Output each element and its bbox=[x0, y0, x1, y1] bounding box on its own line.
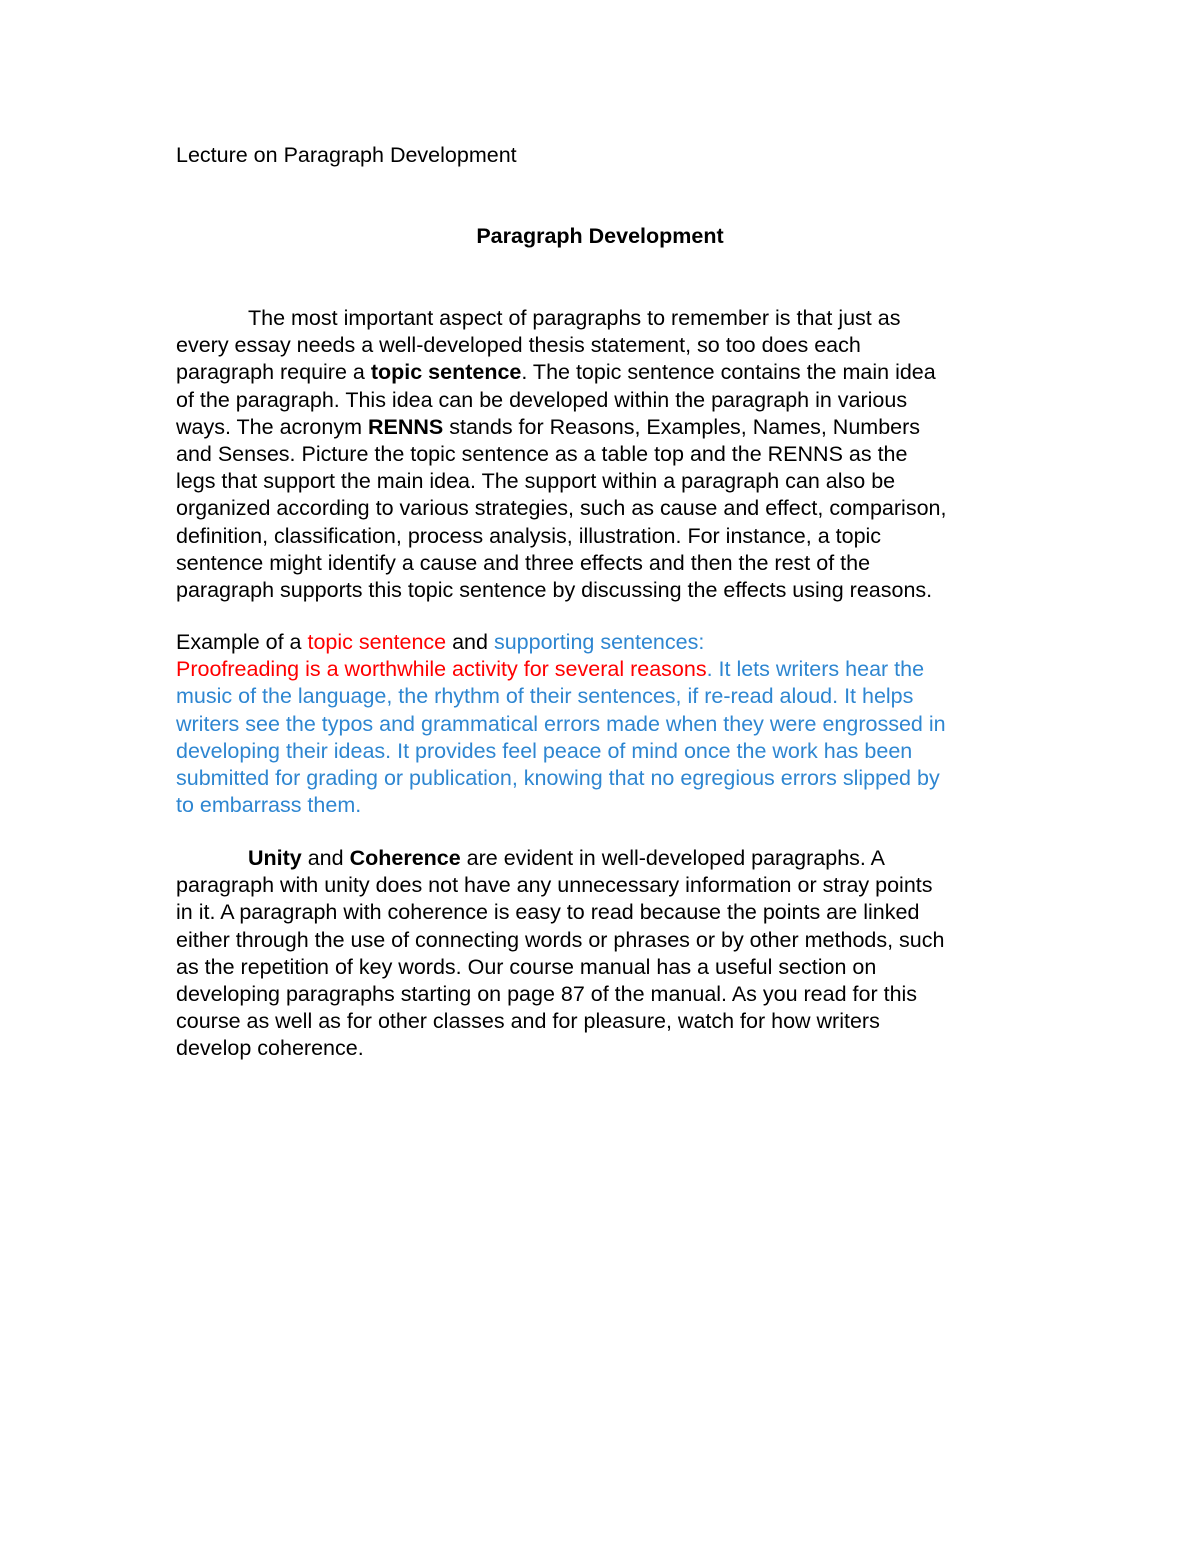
text-line: of the paragraph. This idea can be developed within the paragraph in various bbox=[176, 387, 908, 412]
bold-term-coherence: Coherence bbox=[349, 846, 461, 870]
text-line: develop coherence. bbox=[176, 1036, 364, 1061]
text-line: Unity and Coherence are evident in well-developed paragraphs. A bbox=[248, 846, 886, 870]
text-line: paragraph with unity does not have any unnecessary information or stray points bbox=[176, 873, 933, 898]
text-line: ways. The acronym RENNS stands for Reasons, Examples, Names, Numbers bbox=[176, 414, 921, 439]
example-topic-sentence: Proofreading is a worthwhile activity for several reasons bbox=[176, 657, 707, 682]
text-line: Proofreading is a worthwhile activity for several reasons. It lets writers hear the bbox=[176, 657, 925, 682]
paragraph-intro bbox=[176, 305, 1031, 604]
paragraph-unity-coherence bbox=[176, 845, 1031, 1063]
text-line: paragraph supports this topic sentence by discussing the effects using reasons. bbox=[176, 577, 933, 602]
bold-term-unity: Unity bbox=[248, 846, 302, 870]
document-label: Lecture on Paragraph Development bbox=[176, 143, 517, 167]
supporting-text-line: developing their ideas. It provides feel peace of mind once the work has been bbox=[176, 738, 913, 763]
supporting-text-line: music of the language, the rhythm of their sentences, if re-read aloud. It helps bbox=[176, 684, 914, 709]
text-line: in it. A paragraph with coherence is easy to read because the points are linked bbox=[176, 900, 920, 925]
text-line: paragraph require a topic sentence. The topic sentence contains the main idea bbox=[176, 360, 936, 385]
text-line: and Senses. Picture the topic sentence as a table top and the RENNS as the bbox=[176, 441, 908, 466]
text-line: organized according to various strategies, such as cause and effect, comparison, bbox=[176, 496, 947, 521]
bold-term-renns: RENNS bbox=[367, 414, 444, 439]
text-line: either through the use of connecting words or phrases or by other methods, such bbox=[176, 927, 945, 952]
supporting-text-line: writers see the typos and grammatical errors made when they were engrossed in bbox=[176, 711, 946, 736]
document-title: Paragraph Development bbox=[476, 224, 724, 248]
text-line: developing paragraphs starting on page 87 of the manual. As you read for this bbox=[176, 981, 918, 1006]
supporting-text-line: to embarrass them. bbox=[176, 793, 362, 818]
text-line: every essay needs a well-developed thesis statement, so too does each bbox=[176, 333, 861, 358]
paragraph-example bbox=[176, 629, 1031, 819]
bold-term-topic-sentence: topic sentence bbox=[370, 360, 522, 385]
text-line: legs that support the main idea. The support within a paragraph can also be bbox=[176, 469, 896, 494]
text-line: sentence might identify a cause and three effects and then the rest of the bbox=[176, 550, 871, 575]
text-line: definition, classification, process analysis, illustration. For instance, a topic bbox=[176, 523, 882, 548]
supporting-sentences-label: supporting sentences bbox=[493, 630, 699, 654]
supporting-text-line: submitted for grading or publication, knowing that no egregious errors slipped by bbox=[176, 765, 940, 790]
example-intro-line: Example of a topic sentence and supporting sentences: bbox=[176, 630, 705, 654]
text-line: course as well as for other classes and for pleasure, watch for how writers bbox=[176, 1009, 880, 1034]
topic-sentence-label: topic sentence bbox=[307, 630, 447, 654]
text-line: The most important aspect of paragraphs to remember is that just as bbox=[248, 306, 901, 330]
text-line: as the repetition of key words. Our course manual has a useful section on bbox=[176, 954, 877, 979]
